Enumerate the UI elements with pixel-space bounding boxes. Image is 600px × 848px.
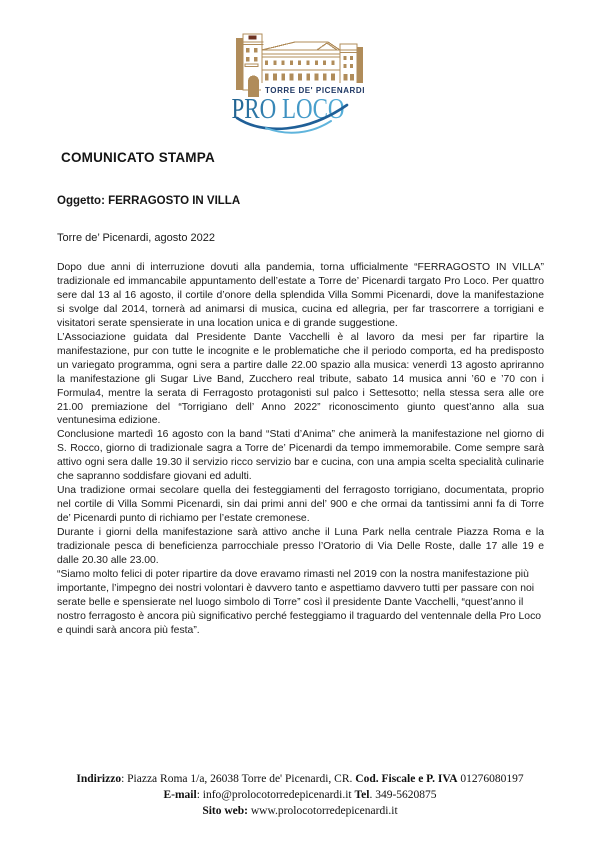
press-release-body bbox=[57, 261, 544, 638]
press-release-paragraph: L’Associazione guidata dal Presidente Dante Vacchelli è al lavoro da mesi per far ripartire la manifestazione, pur con tutte le incognite e le problematiche che il periodo comporta, ed ha predisposto un variegato programma, ogni sera a partire dalle 22.00 spazio alla musica: venerdì 13 agosto apriranno la manifestazione gli Sugar Live Band, Zucchero real tribute, sabato 14 musica anni ’60 e ’70 con i Formula4, mentre la serata di Ferragosto protagonisti sul palco i Settesotto; nella stessa sera alle ore 21.00 premiazione del “Torrigiano dell’ Anno 2022” riconoscimento giunto quest’anno alla sua ventunesima edizione. bbox=[57, 331, 544, 427]
press-release-subject: Oggetto: FERRAGOSTO IN VILLA bbox=[57, 195, 241, 207]
footer-phone-label: Tel bbox=[354, 789, 370, 802]
footer-email-value: : info@prolocotorredepicenardi.it bbox=[196, 789, 355, 802]
press-release-paragraph: Una tradizione ormai secolare quella dei festeggiamenti del ferragosto torrigiano, documentata, proprio nel cortile di Villa Sommi Picenardi, sin dai primi anni del’ 900 e che ormai da tantissimi anni fa di Torre de’ Picenardi punto di richiamo per l’estate cremonese. bbox=[57, 485, 544, 525]
footer-address-value: : Piazza Roma 1/a, 26038 Torre de' Picenardi, CR. bbox=[121, 773, 356, 785]
press-release-paragraph: Conclusione martedì 16 agosto con la band “Stati d’Anima” che animerà la manifestazione nel giorno di S. Rocco, giorno di tradizionale sagra a Torre de’ Picenardi da tempo immemorabile. Come sempre sarà attivo ogni sera dalle 19.30 il servizio ricco servizio bar e cucina, con una ampia scelta specialità culinarie che sapranno soddisfare giovani ed adulti. bbox=[57, 429, 544, 483]
footer-website-line bbox=[0, 803, 600, 819]
footer-email-line bbox=[0, 787, 600, 803]
footer-website-label: Sito web: bbox=[202, 805, 248, 818]
footer-address-line bbox=[0, 771, 600, 787]
press-release-paragraph: Durante i giorni della manifestazione sarà attivo anche il Luna Park nella centrale Piazza Roma e la tradizionale pesca di beneficienza parrocchiale presso l’Oratorio di Via Delle Roste, dalle 17 alle 19 e dalle 20.30 alle 23.00. bbox=[57, 527, 544, 567]
contact-footer bbox=[0, 771, 600, 820]
press-release-dateline: Torre de’ Picenardi, agosto 2022 bbox=[57, 232, 215, 244]
press-release-quote-paragraph: “Siamo molto felici di poter ripartire da dove eravamo rimasti nel 2019 con la nostra manifestazione più importante, l’impegno dei nostri volontari è davvero tanto e aspettiamo davvero tutti per passare con noi serate belle e spensierate nel luogo simbolo di Torre” così il presidente Dante Vacchelli, “quest’anno il nostro ferragosto è ancora più significativo perché festeggiamo il traguardo del ventennale della Pro Loco e quindi sarà ancora più festa”. bbox=[57, 568, 542, 636]
footer-fiscal-value: 01276080197 bbox=[457, 773, 524, 785]
logo-wordmark: PRO LOCO bbox=[231, 93, 345, 125]
press-release-title: COMUNICATO STAMPA bbox=[61, 150, 215, 165]
logo-banner-text: TORRE DE' PICENARDI bbox=[265, 84, 365, 95]
footer-email-label: E-mail bbox=[163, 789, 197, 802]
footer-website-value: www.prolocotorredepicenardi.it bbox=[248, 805, 398, 818]
proloco-logo bbox=[229, 31, 371, 137]
footer-address-label: Indirizzo bbox=[76, 773, 122, 785]
footer-phone-value: . 349-5620875 bbox=[369, 789, 437, 802]
footer-fiscal-label: Cod. Fiscale e P. IVA bbox=[355, 773, 458, 785]
press-release-paragraph: Dopo due anni di interruzione dovuti alla pandemia, torna ufficialmente “FERRAGOSTO IN VILLA” tradizionale ed immancabile appuntamento dell’estate a Torre de’ Picenardi targato Pro Loco. Per quattro sere dal 13 al 16 agosto, il cortile d’onore della splendida Villa Sommi Picenardi, dove la manifestazione si svolge dal 2014, tornerà ad animarsi di musica, cucina ed allegria, per far trascorrere a torrigiani e visitatori serate spensierate in una location unica e di grande suggestione. bbox=[57, 262, 544, 329]
